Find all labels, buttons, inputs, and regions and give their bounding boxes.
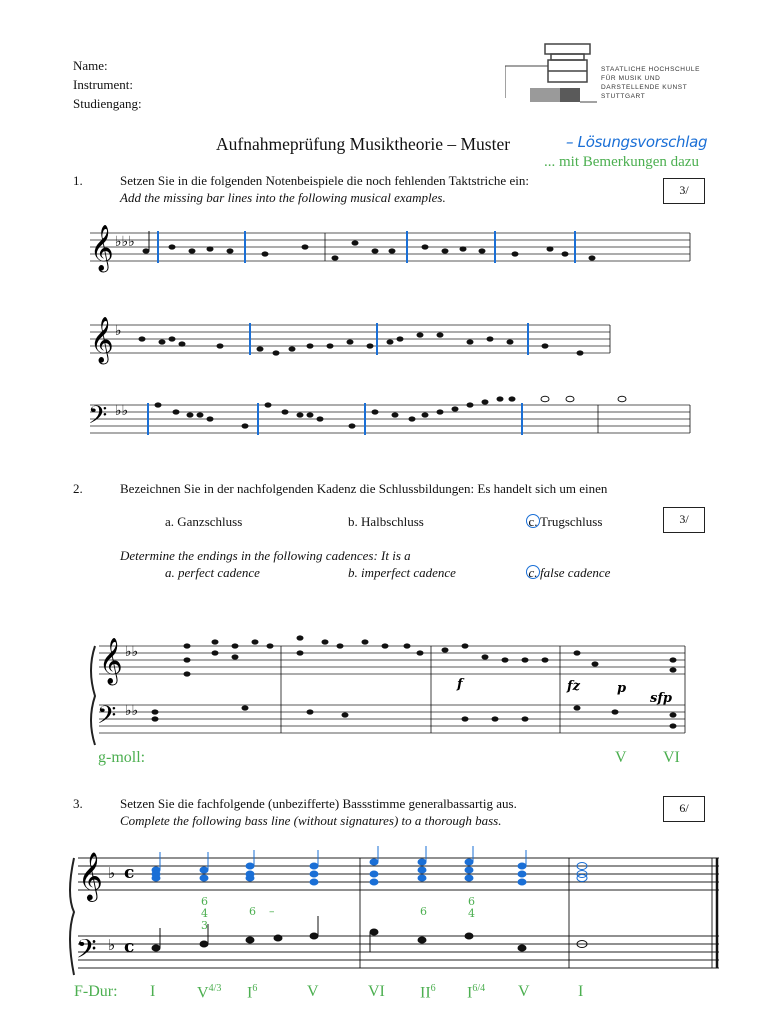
common-time-icon: c <box>124 863 135 883</box>
flat-icon: ♭ <box>108 936 116 954</box>
q2-cadence-score <box>85 600 695 750</box>
dynamics <box>456 677 672 706</box>
treble-clef-icon: 𝄞 <box>78 851 103 900</box>
q2-option-b-de[interactable]: b. Halbschluss <box>348 514 424 529</box>
dynamic-p: p <box>617 681 627 696</box>
logo-text: STAATLICHE HOCHSCHULE FÜR MUSIK UND DARSTELLENDE KUNST STUTTGART <box>601 66 701 100</box>
q2-analysis-v: V <box>615 749 627 766</box>
q2-text-en: Determine the endings in the following cadences: It is a <box>120 548 411 563</box>
instrument-label: Instrument: <box>73 77 133 92</box>
selected-circle-mark: c. <box>526 514 540 528</box>
q3-analysis-6: $II^6$ <box>420 983 436 1002</box>
q3-analysis-7: $I^{6/4}$ <box>467 983 486 1002</box>
q3-analysis-4: V <box>307 983 319 1000</box>
q3-analysis-2: $V^{4/3}$ <box>197 983 222 1002</box>
staff-1 <box>90 233 690 261</box>
q2-number: 2. <box>73 481 83 496</box>
q3-points-box[interactable]: 6/ <box>663 796 705 822</box>
barlines <box>360 858 717 968</box>
q3-key-label: F-Dur: <box>74 983 118 1000</box>
q2-option-c-en[interactable]: c. false cadence <box>526 564 610 581</box>
dynamic-f: f <box>457 677 463 692</box>
flat-icon: ♭ <box>115 323 122 339</box>
svg-text:3: 3 <box>201 919 208 932</box>
flat-icon: ♭ <box>108 864 116 882</box>
q3-analysis-1: I <box>150 983 156 1000</box>
flat-icon: ♭♭ <box>125 644 139 660</box>
remark-note: ... mit Bemerkungen dazu <box>544 154 699 170</box>
flat-icon: ♭♭♭ <box>115 234 135 250</box>
svg-text:4: 4 <box>201 907 208 920</box>
q3-analysis-5: VI <box>368 983 385 1000</box>
staff-3 <box>90 405 690 433</box>
q2-key-label: g-moll: <box>98 749 146 766</box>
logo-graphic <box>505 42 597 106</box>
q2-points-box[interactable]: 3/ <box>663 507 705 533</box>
treble-clef-icon: 𝄞 <box>90 317 114 363</box>
bass-notes <box>152 916 587 952</box>
q1-points-box[interactable]: 3/ <box>663 178 705 204</box>
treble-clef-icon: 𝄞 <box>90 225 114 271</box>
q1-text-de: Setzen Sie in die folgenden Notenbeispiele die noch fehlenden Taktstriche ein: <box>120 173 529 188</box>
handwritten-solution-note: – Lösungsvorschlag <box>566 133 708 151</box>
svg-text:6: 6 <box>249 905 256 918</box>
flat-icon: ♭♭ <box>115 403 129 419</box>
dynamic-fz: fz <box>567 679 580 694</box>
q2-option-a-de[interactable]: a. Ganzschluss <box>165 514 243 529</box>
svg-text:4: 4 <box>468 907 475 920</box>
figured-bass <box>201 895 475 932</box>
q1-number: 1. <box>73 173 83 188</box>
q3-analysis-9: I <box>578 983 584 1000</box>
q1-music-examples <box>80 215 700 455</box>
common-time-icon: c <box>124 937 135 957</box>
q3-number: 3. <box>73 796 83 811</box>
svg-text:–: – <box>269 905 275 918</box>
solution-chords <box>152 846 587 885</box>
studiengang-label: Studiengang: <box>73 96 142 111</box>
svg-text:6: 6 <box>468 895 475 908</box>
bass-clef-icon: 𝄢 <box>76 933 97 971</box>
name-label: Name: <box>73 58 108 73</box>
q3-analysis-8: V <box>518 983 530 1000</box>
brace-icon <box>70 858 74 975</box>
q2-option-c-de[interactable]: c. Trugschluss <box>526 513 602 530</box>
q2-option-b-en[interactable]: b. imperfect cadence <box>348 565 456 580</box>
brace-icon <box>91 646 95 745</box>
svg-text:6: 6 <box>201 895 208 908</box>
q3-analysis-3: $I^6$ <box>247 983 258 1002</box>
school-logo <box>505 42 725 106</box>
upper-staff <box>78 858 719 890</box>
selected-circle-mark: c. <box>526 565 540 579</box>
lower-staff <box>78 936 719 968</box>
svg-text:6: 6 <box>420 905 427 918</box>
notes-1 <box>143 231 596 261</box>
page-title: Aufnahmeprüfung Musiktheorie – Muster <box>216 134 511 154</box>
treble-clef-icon: 𝄞 <box>99 638 123 684</box>
staff-2 <box>90 325 610 353</box>
chord-notes <box>152 635 677 728</box>
q3-text-de: Setzen Sie die fachfolgende (unbezifferte) Bassstimme generalbassartig aus. <box>120 796 517 811</box>
q2-text-de: Bezeichnen Sie in der nachfolgenden Kadenz die Schlussbildungen: Es handelt sich um einen <box>120 481 608 496</box>
q2-analysis-vi: VI <box>663 749 680 766</box>
q3-text-en: Complete the following bass line (without signatures) to a thorough bass. <box>120 813 502 828</box>
bass-clef-icon: 𝄢 <box>88 401 108 436</box>
lower-staff <box>99 705 685 733</box>
student-info <box>73 56 142 113</box>
notes-2 <box>139 332 584 355</box>
flat-icon: ♭♭ <box>125 703 139 719</box>
q1-text-en: Add the missing bar lines into the following musical examples. <box>120 190 446 205</box>
dynamic-sfp: sfp <box>650 691 673 706</box>
bass-clef-icon: 𝄢 <box>97 701 117 736</box>
q2-option-a-en[interactable]: a. perfect cadence <box>165 565 260 580</box>
q3-bass-score <box>64 840 724 980</box>
